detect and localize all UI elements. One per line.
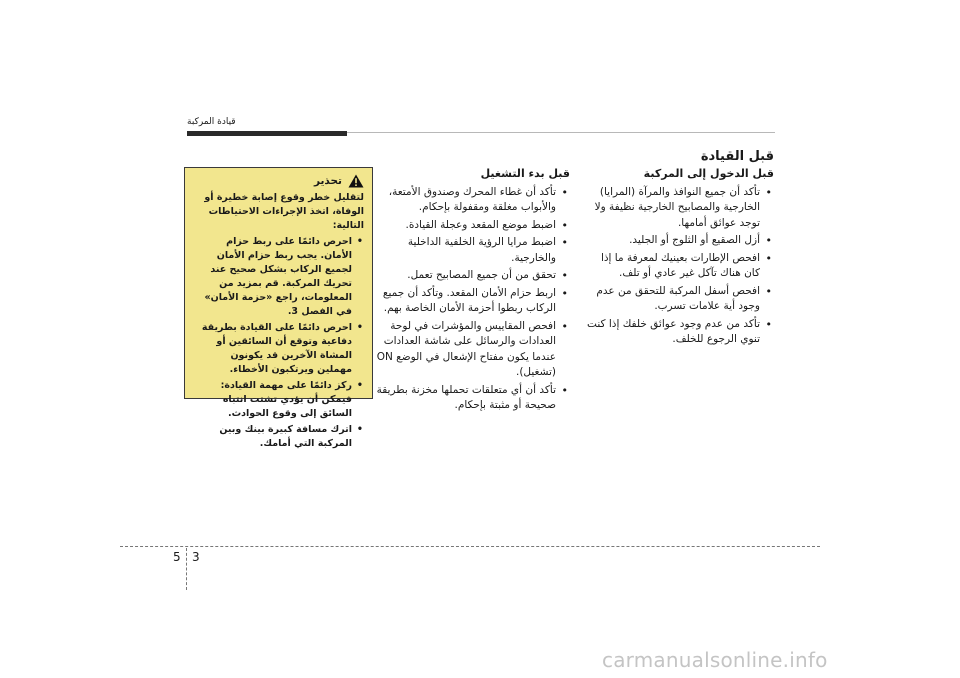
warning-triangle-icon: [348, 174, 364, 188]
warning-box: [184, 167, 373, 449]
list-item: • افحص أسفل المركبة للتحقق من عدم وجود أية علامات تسرب.: [584, 284, 760, 315]
list-item: • ركز دائمًا على مهمة القيادة: فيمكن أن يؤدي تشتت انتباه السائق إلى وقوع الحوادث.: [193, 379, 352, 421]
list-item: • تأكد أن جميع النوافذ والمرآة (المرايا) الخارجية والمصابيح الخارجية نظيفة ولا توجد عوائق أمامها.: [584, 185, 760, 232]
watermark: carmanualsonline.info: [602, 648, 828, 672]
list-item: • افحص المقاييس والمؤشرات في لوحة العدادات والرسائل على شاشة العدادات عندما يكون مفتاح الإشعال في الوضع ON (تشغيل).: [370, 319, 556, 381]
before-starting-list: [370, 185, 570, 414]
warning-title: تحذير: [313, 175, 342, 187]
list-item: • تحقق من أن جميع المصابيح تعمل.: [370, 268, 556, 284]
section-title: قبل القيادة: [700, 149, 774, 164]
list-item: • اضبط موضع المقعد وعجلة القيادة.: [370, 218, 556, 234]
list-item: • تأكد أن أي متعلقات تحملها مخزنة بطريقة صحيحة أو مثبتة بإحكام.: [370, 383, 556, 414]
list-item: • تأكد أن غطاء المحرك وصندوق الأمتعة، والأبواب مغلقة ومقفولة بإحكام.: [370, 185, 556, 216]
before-starting-section: [370, 166, 570, 416]
before-starting-heading: قبل بدء التشغيل: [480, 167, 570, 180]
before-entering-heading: قبل الدخول إلى المركبة: [643, 167, 774, 180]
list-item: • اربط حزام الأمان المقعد. وتأكد أن جميع الركاب ربطوا أحزمة الأمان الخاصة بهم.: [370, 286, 556, 317]
list-item: • تأكد من عدم وجود عوائق خلفك إذا كنت تنوي الرجوع للخلف.: [584, 317, 760, 348]
header-bar: [187, 131, 347, 136]
list-item: • افحص الإطارات بعينيك لمعرفة ما إذا كان هناك تآكل غير عادي أو تلف.: [584, 251, 760, 282]
list-item: • أزل الصقيع أو الثلوج أو الجليد.: [584, 233, 760, 249]
warning-intro: لتقليل خطر وقوع إصابة خطيرة أو الوفاة، اتخذ الإجراءات الاحتياطات التالية:: [204, 192, 364, 231]
warning-list: [193, 235, 364, 451]
footer-divider: [120, 546, 820, 547]
before-entering-section: [584, 166, 774, 350]
list-item: • احرص دائمًا على القيادة بطريقة دفاعية وتوقع أن السائقين أو المشاة الآخرين قد يكونون مهملين ويرتكبون الأخطاء.: [193, 321, 352, 377]
before-entering-list: [584, 185, 774, 348]
page-number-page: 3: [192, 550, 200, 564]
footer-vertical-divider: [186, 548, 187, 590]
list-item: • اضبط مرايا الرؤية الخلفية الداخلية والخارجية.: [370, 235, 556, 266]
warning-header: [193, 174, 364, 188]
page-number-chapter: 5: [173, 550, 181, 564]
list-item: • اترك مسافة كبيرة بينك وبين المركبة التي أمامك.: [193, 423, 352, 451]
list-item: • احرص دائمًا على ربط حزام الأمان. يجب ربط حزام الأمان لجميع الركاب بشكل صحيح عند تحريك المركبة. قم بمزيد من المعلومات، راجع «حزمة الأمان» في الفصل 3.: [193, 235, 352, 319]
header-title: قيادة المركبة: [187, 117, 236, 127]
